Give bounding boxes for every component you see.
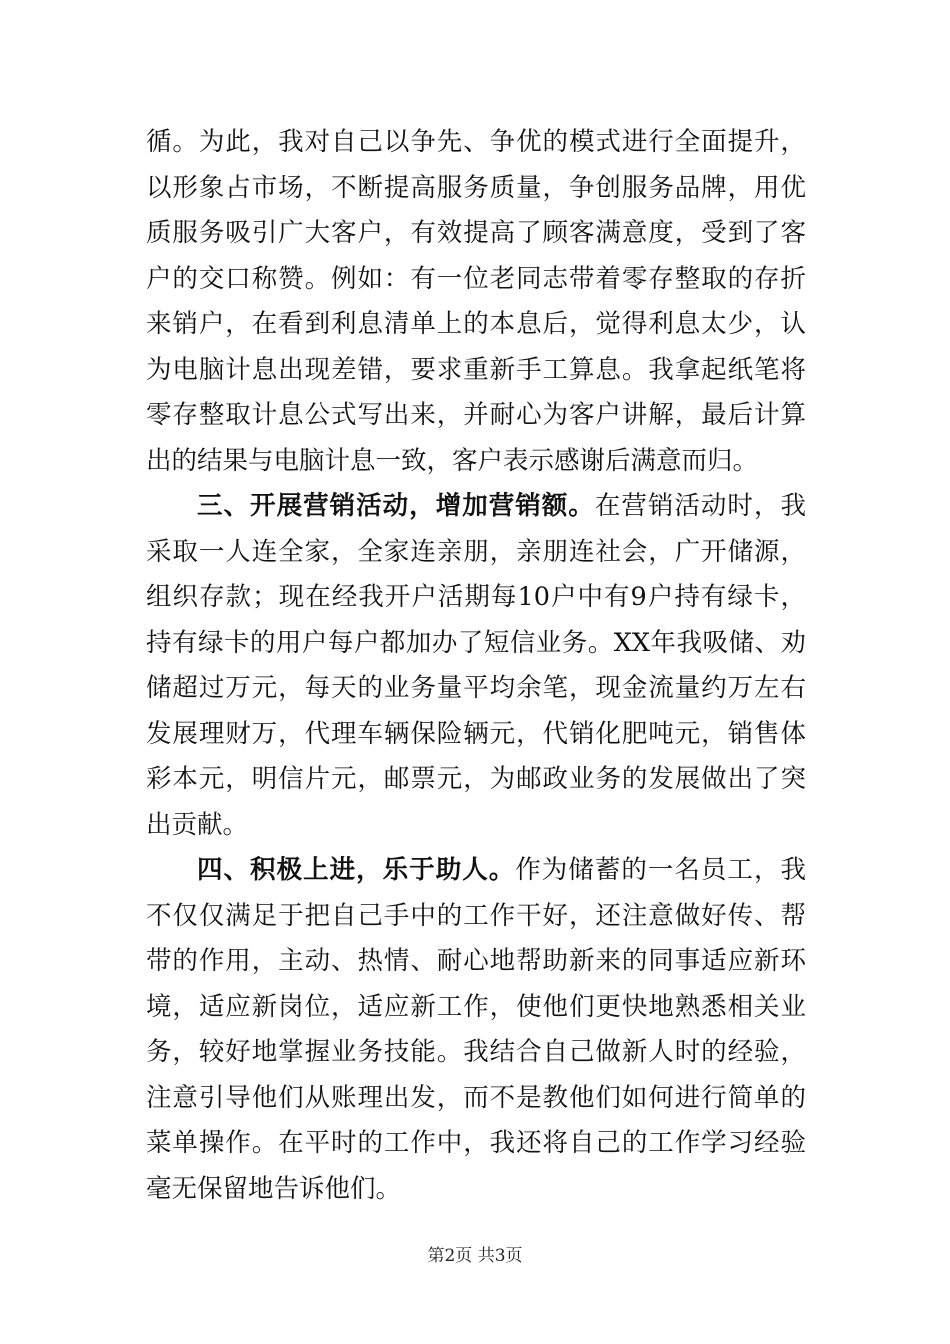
paragraph-2-text: 在营销活动时，我采取一人连全家，全家连亲朋，亲朋连社会，广开储源，组织存款；现在经我开户活期每10户中有9户持有绿卡，持有绿卡的用户每户都加办了短信业务。XX年我吸储、劝储超过万元，每天的业务量平均余笔，现金流量约万左右发展理财万，代理车辆保险辆元，代销化肥吨元，销售体彩本元，明信片元，邮票元，为邮政业务的发展做出了突出贡献。 (146, 491, 806, 840)
document-body (146, 120, 806, 1212)
paragraph-2 (146, 484, 806, 848)
paragraph-1-text: 循。为此，我对自己以争先、争优的模式进行全面提升，以形象占市场，不断提高服务质量，争创服务品牌，用优质服务吸引广大客户，有效提高了顾客满意度，受到了客户的交口称赞。例如：有一位老同志带着零存整取的存折来销户，在看到利息清单上的本息后，觉得利息太少，认为电脑计息出现差错，要求重新手工算息。我拿起纸笔将零存整取计息公式写出来，并耐心为客户讲解，最后计算出的结果与电脑计息一致，客户表示感谢后满意而归。 (146, 127, 806, 476)
paragraph-3 (146, 848, 806, 1212)
paragraph-1 (146, 120, 806, 484)
section-heading-4: 四、积极上进，乐于助人。 (197, 855, 516, 885)
page-footer: 第2页 共3页 (427, 1246, 523, 1266)
section-heading-3: 三、开展营销活动，增加营销额。 (197, 491, 595, 521)
paragraph-3-text: 作为储蓄的一名员工，我不仅仅满足于把自己手中的工作干好，还注意做好传、帮带的作用，主动、热情、耐心地帮助新来的同事适应新环境，适应新岗位，适应新工作，使他们更快地熟悉相关业务，较好地掌握业务技能。我结合自己做新人时的经验，注意引导他们从账理出发，而不是教他们如何进行简单的菜单操作。在平时的工作中，我还将自己的工作学习经验毫无保留地告诉他们。 (146, 855, 806, 1204)
